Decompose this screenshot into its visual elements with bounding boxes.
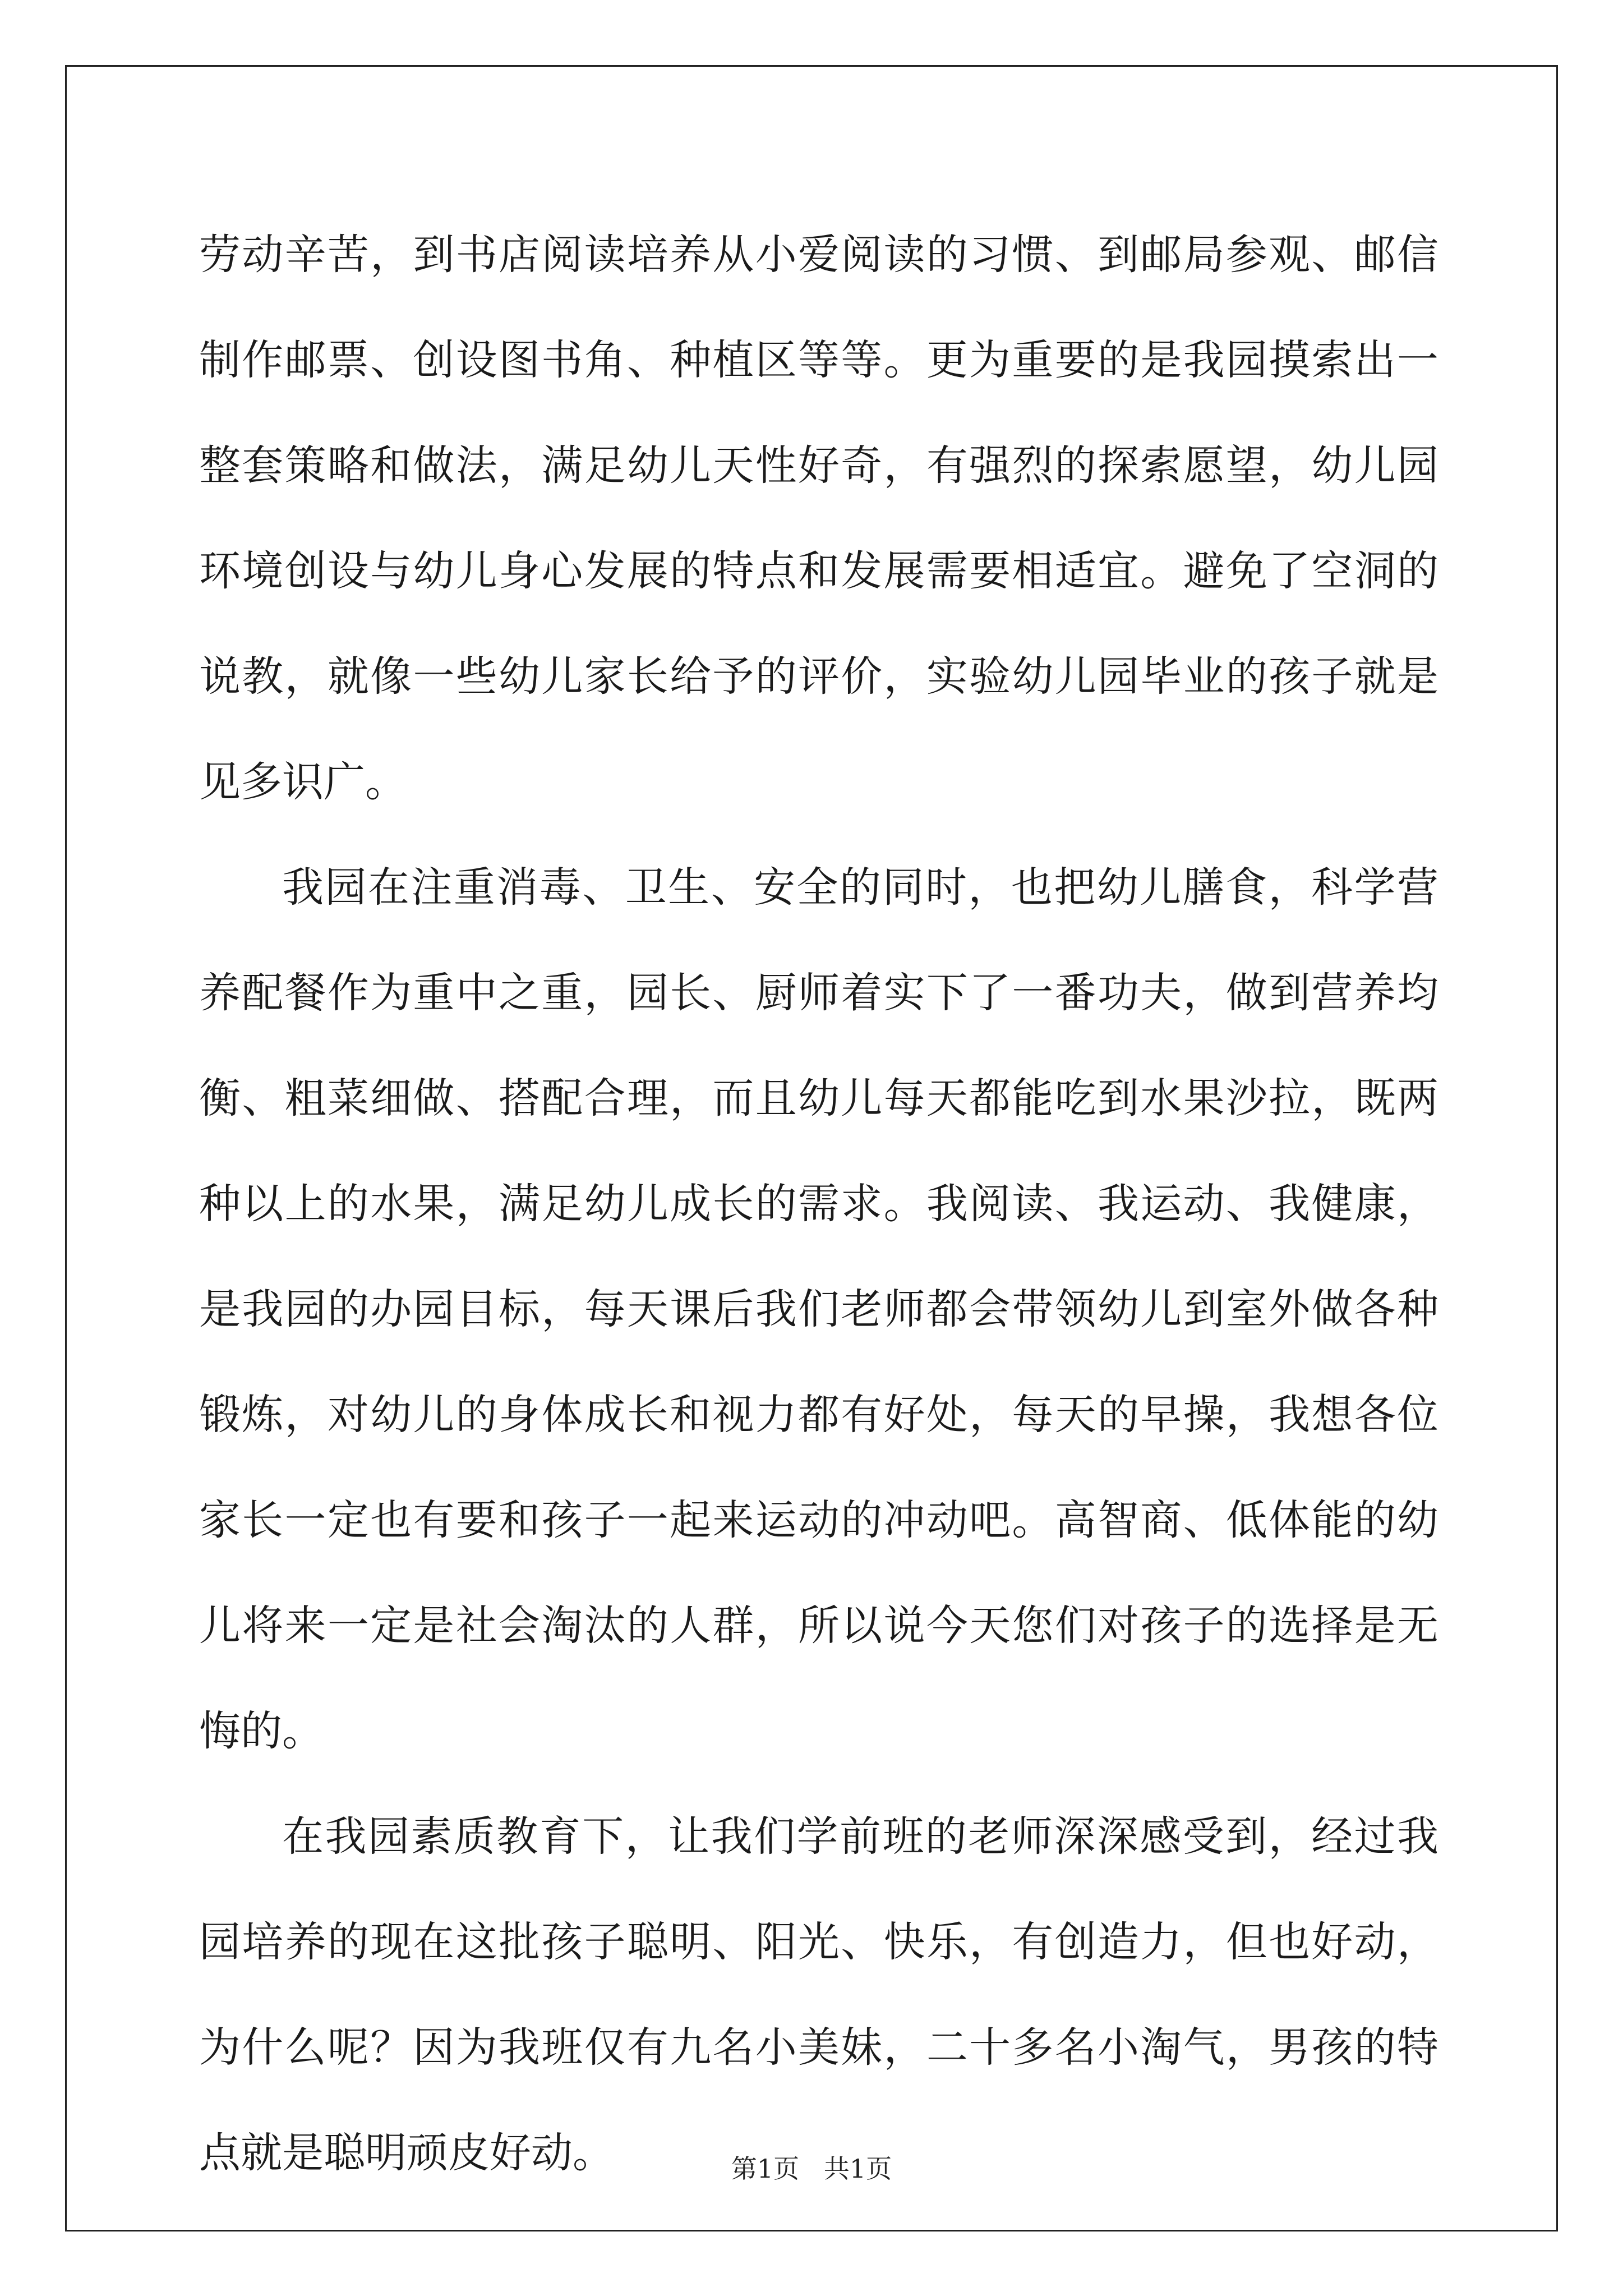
document-body: [199, 202, 1438, 2206]
paragraph-1: 劳动辛苦，到书店阅读培养从小爱阅读的习惯、到邮局参观、邮信制作邮票、创设图书角、种植区等等。更为重要的是我园摸索出一整套策略和做法，满足幼儿天性好奇，有强烈的探索愿望，幼儿园环境创设与幼儿身心发展的特点和发展需要相适宜。避免了空洞的说教，就像一些幼儿家长给予的评价，实验幼儿园毕业的孩子就是见多识广。: [199, 231, 1438, 806]
paragraph-3: 在我园素质教育下，让我们学前班的老师深深感受到，经过我园培养的现在这批孩子聪明、阳光、快乐，有创造力，但也好动，为什么呢？因为我班仅有九名小美妹，二十多名小淘气，男孩的特点就是聪明顽皮好动。: [199, 1812, 1438, 2177]
paragraph-2: 我园在注重消毒、卫生、安全的同时，也把幼儿膳食，科学营养配餐作为重中之重，园长、厨师着实下了一番功夫，做到营养均衡、粗菜细做、搭配合理，而且幼儿每天都能吃到水果沙拉，既两种以上的水果，满足幼儿成长的需求。我阅读、我运动、我健康，是我园的办园目标，每天课后我们老师都会带领幼儿到室外做各种锻炼，对幼儿的身体成长和视力都有好处，每天的早操，我想各位家长一定也有要和孩子一起来运动的冲动吧。高智商、低体能的幼儿将来一定是社会淘汰的人群，所以说今天您们对孩子的选择是无悔的。: [199, 863, 1438, 1755]
page-footer: 第1页 共1页: [731, 2154, 892, 2184]
